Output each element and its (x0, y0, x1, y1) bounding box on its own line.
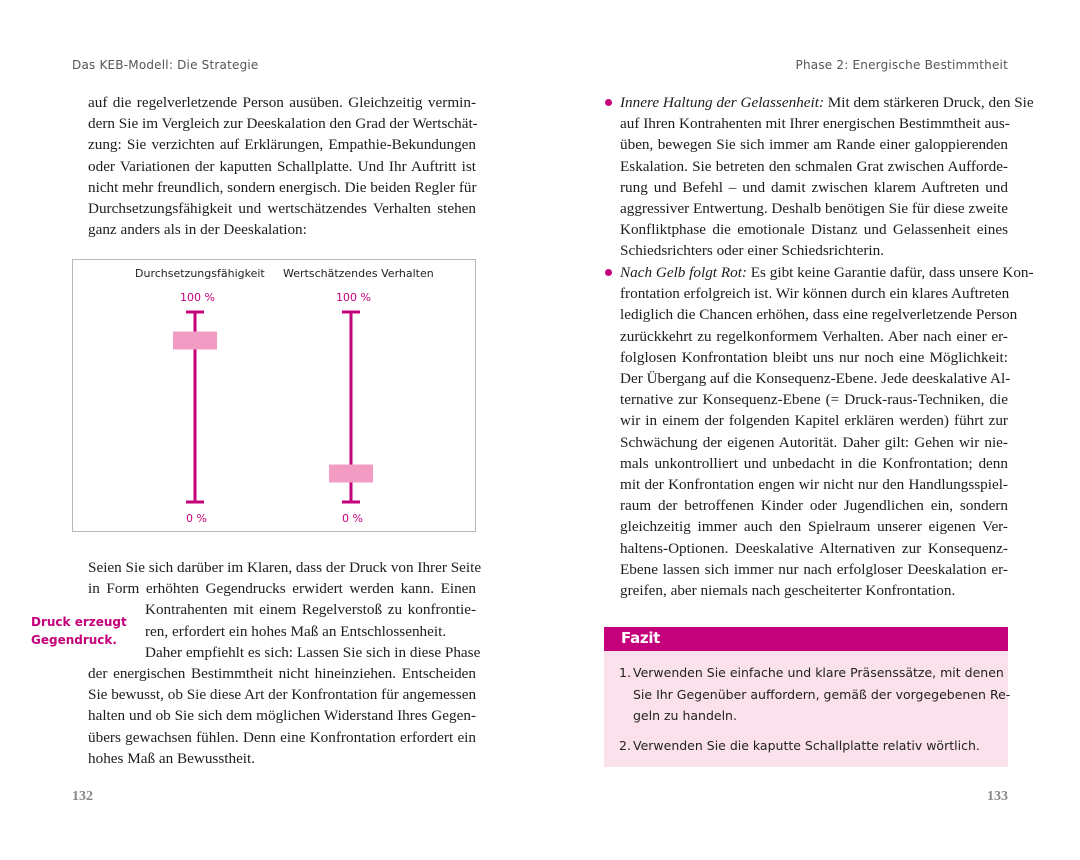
bullet-icon (605, 269, 612, 276)
text-line: der energischen Bestimmtheit nicht hineinziehen. Entscheiden (88, 665, 476, 683)
text-line: ganz anders als in der Deeskalation: (88, 221, 307, 239)
text-line: Seien Sie sich darüber im Klaren, dass der Druck von Ihrer Seite (88, 559, 482, 576)
text-line: wir in einem der folgenden Kapitel erklären werden) führt zur (620, 412, 1008, 430)
text-line: haltens-Optionen. Deeskalative Alternativen zur Konsequenz- (620, 539, 1008, 557)
text-line: zung: Sie verzichten auf Erklärungen, Empathie-Bekundungen (88, 136, 476, 154)
text-line (620, 92, 1034, 113)
fazit-header (604, 627, 1008, 651)
slider-max-label: 100 % (180, 291, 215, 304)
text-line: Sie bewusst, ob Sie diese Art der Konfrontation für angemessen (88, 686, 477, 704)
text-line: nicht mehr freundlich, sondern energisch. Die beiden Regler für (88, 178, 477, 196)
fazit-item-line: Sie Ihr Gegenüber auffordern, gemäß der vorgegebenen Re- (633, 686, 1011, 702)
text-line: frontation erfolgreich ist. Wir können durch ein klares Auftreten (620, 285, 1010, 303)
fazit-item-number: 1. (619, 665, 631, 680)
fazit-item-number: 2. (619, 738, 631, 753)
slider-label-wertschaetzung: Wertschätzendes Verhalten (283, 267, 434, 280)
fazit-item-line: Verwenden Sie einfache und klare Präsenssätze, mit denen (633, 665, 1004, 680)
margin-note (31, 613, 127, 649)
slider-graphic (73, 260, 475, 531)
text-line (620, 262, 1034, 283)
text-line: zurückkehrt zu regelkonformem Verhalten. Aber nach einer er- (620, 327, 1008, 345)
text-line: dern Sie im Vergleich zur Deeskalation den Grad der Wertschät- (88, 115, 478, 133)
margin-note-line: Druck erzeugt (31, 615, 127, 629)
bullet-lead: Nach Gelb folgt Rot: (620, 264, 747, 281)
text-line: greifen, aber niemals nach gescheiterter Konfrontation. (620, 582, 956, 600)
slider-label-durchsetzung: Durchsetzungsfähigkeit (135, 267, 265, 280)
running-header-right: Phase 2: Energische Bestimmtheit (795, 58, 1008, 72)
text-line: Durchsetzungsfähigkeit und wertschätzendes Verhalten stehen (88, 200, 476, 218)
text-line: auf die regelverletzende Person ausüben. Gleichzeitig vermin- (88, 94, 476, 111)
text-line: hohes Maß an Bewusstheit. (88, 749, 256, 767)
bullet-lead: Innere Haltung der Gelassenheit: (620, 94, 824, 111)
text-line: Schiedsrichters oder einer Schiedsrichterin. (620, 242, 885, 260)
text-line: mals unkontrolliert und unbedacht in die Konfrontation; denn (620, 454, 1008, 472)
text-line: gleichzeitig immer auch den Spielraum unserer eigenen Ver- (620, 518, 1008, 536)
bullet-icon (605, 99, 612, 106)
text-run: Mit dem stärkeren Druck, den Sie (824, 94, 1034, 111)
text-run: Es gibt keine Garantie dafür, dass unsere Kon- (746, 264, 1034, 281)
text-line: raum der betroffenen Kinder oder Jugendlichen ein, sondern (620, 497, 1008, 515)
text-line: oder Variationen der kaputten Schallplatte. Und Ihr Auftritt ist (88, 157, 476, 175)
fazit-box (604, 627, 1011, 767)
text-line: Kontrahenten mit einem Regelverstoß zu konfrontie- (145, 601, 476, 619)
text-line: halten und ob Sie sich dem möglichen Widerstand Ihres Gegen- (88, 707, 476, 725)
slider-handle (173, 332, 217, 350)
margin-note-line: Gegendruck. (31, 633, 117, 647)
text-line: Der Übergang auf die Konsequenz-Ebene. Jede deeskalative Al- (620, 370, 1011, 388)
text-line: Ebene lassen sich immer nur nach erfolgloser Deeskalation er- (620, 560, 1008, 578)
slider-min-label: 0 % (342, 512, 363, 525)
text-line: Daher empfiehlt es sich: Lassen Sie sich in diese Phase (145, 643, 481, 661)
text-line: ren, erfordert ein hohes Maß an Entschlossenheit. (145, 622, 447, 640)
left-top-paragraph (88, 92, 476, 240)
bullet-paragraph-gelassenheit (620, 92, 1034, 262)
page-number-left: 132 (72, 789, 93, 804)
text-line: übers gewachsen fühlen. Denn eine Konfrontation erfordert ein (88, 728, 476, 746)
fazit-title: Fazit (621, 629, 661, 647)
slider-max-label: 100 % (336, 291, 371, 304)
text-line: Eskalation. Sie betreten den schmalen Grat zwischen Aufforde- (620, 157, 1008, 175)
text-line: ternative zur Konsequenz-Ebene (= Druck-raus-Techniken, die (620, 391, 1008, 409)
fazit-item-2: Verwenden Sie die kaputte Schallplatte relativ wörtlich. (633, 738, 980, 753)
slider-figure (72, 259, 476, 532)
page-number-right: 133 (987, 789, 1008, 804)
text-line: mit der Konfrontation engen wir nicht nur den Handlungsspiel- (620, 476, 1008, 494)
text-line: folglosen Konfrontation bleibt uns nur noch eine Möglichkeit: (620, 348, 1008, 366)
running-header-left: Das KEB-Modell: Die Strategie (72, 58, 259, 72)
text-line: üben, bewegen Sie sich immer am Rande einer galoppierenden (620, 136, 1008, 154)
left-bottom-paragraph (88, 557, 482, 769)
text-line: Schwächung der eigenen Autorität. Daher gilt: Gehen wir nie- (620, 433, 1008, 451)
slider-min-label: 0 % (186, 512, 207, 525)
text-line: Konfliktphase die emotionale Distanz und Gelassenheit eines (620, 221, 1008, 239)
text-line: in Form erhöhten Gegendrucks erwidert werden kann. Einen (88, 580, 476, 598)
fazit-item-line: geln zu handeln. (633, 708, 737, 723)
text-line: lediglich die Chancen erhöhen, dass eine regelverletzende Person (620, 306, 1018, 324)
text-line: rung und Befehl – und damit zwischen klarem Auftreten und (620, 178, 1008, 196)
fazit-item-1 (633, 662, 1010, 727)
text-line: auf Ihren Kontrahenten mit Ihrer energischen Bestimmtheit aus- (620, 115, 1010, 133)
slider-handle (329, 465, 373, 483)
text-line: aggressiver Entwertung. Deshalb benötigen Sie für diese zweite (620, 200, 1009, 218)
bullet-paragraph-gelb-rot (620, 262, 1034, 601)
